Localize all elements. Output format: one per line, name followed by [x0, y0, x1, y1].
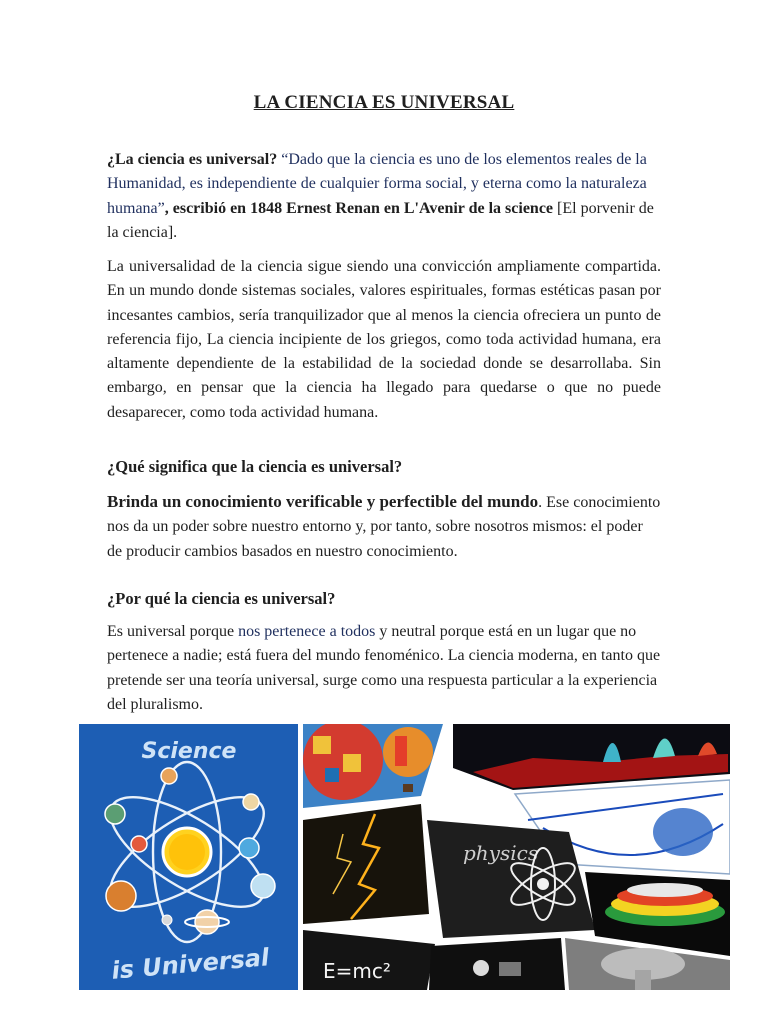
sun-icon — [163, 828, 211, 876]
nos-pertenece-phrase: nos pertenece a todos — [238, 623, 376, 640]
paragraph-2: La universalidad de la ciencia sigue siendo una convicción ampliamente compartida. En un mundo donde sistemas sociales, valores espirituales, formas estéticas pasan por incesantes cambios, sería tranquilizador que al menos la ciencia ofreciera un punto de referencia fijo, La ciencia incipiente de los griegos, como toda actividad humana, era altamente dependiente de la estabilidad de la sociedad donde se desarrollaba. Sin embargo, en pensar que la ciencia ha llegado para quedarse o que no puede desaparecer, como toda actividad humana. — [107, 258, 661, 421]
paragraph-3 — [107, 490, 661, 564]
science-collage-image — [303, 724, 730, 990]
document-title: LA CIENCIA ES UNIVERSAL — [253, 92, 515, 113]
heading-que-significa: ¿Qué significa que la ciencia es universal? — [107, 457, 403, 476]
brinda-statement: Brinda un conocimiento verificable y perfectible del mundo — [107, 492, 539, 511]
atom-physics-panel — [427, 820, 595, 938]
renan-attribution: , escribió en 1848 Ernest Renan en L'Avenir de la science — [164, 199, 554, 217]
question-1: ¿La ciencia es universal? — [107, 151, 278, 168]
paragraph-3-rest: . Ese conocimiento nos da un poder sobre nuestro entorno y, por tanto, sobre nosotros mismos: el poder de producir cambios basados en nuestro conocimiento. — [107, 494, 661, 560]
universal-label: is Universal — [110, 943, 271, 985]
paragraph-4 — [107, 620, 661, 717]
emc2-formula: E=mc² — [323, 959, 391, 983]
translation-note: [El porvenir de la ciencia]. — [107, 199, 654, 241]
science-label: Science — [141, 739, 237, 764]
paragraph-4-start: Es universal porque — [107, 623, 239, 640]
paragraph-4-rest: y neutral porque está en un lugar que no pertenece a nadie; está fuera del mundo fenoménico. La ciencia moderna, en tanto que pretende ser una teoría universal, surge como una respuesta particular a la experiencia del pluralismo. — [107, 623, 661, 713]
lightning-panel — [303, 804, 429, 924]
heading-por-que: ¿Por qué la ciencia es universal? — [107, 589, 336, 608]
physics-word: physics — [463, 841, 539, 865]
science-is-universal-image — [79, 724, 298, 990]
paragraph-1 — [107, 148, 661, 245]
renan-quote: “Dado que la ciencia es uno de los elementos reales de la Humanidad, es independiente de cualquier forma social, y eterna como la naturaleza humana” — [107, 151, 647, 217]
astronaut-panel — [429, 938, 565, 990]
